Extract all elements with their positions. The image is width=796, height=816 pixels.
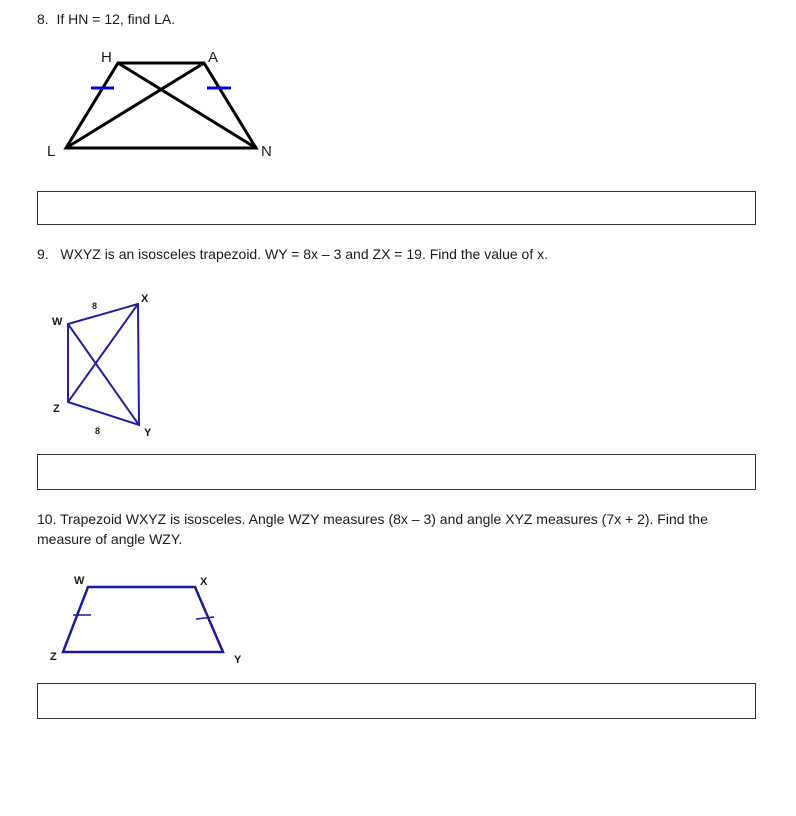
vertex-label-Z-q9: Z (53, 403, 60, 415)
vertex-label-Z-q10: Z (50, 651, 57, 663)
trapezoid-WXYZ-q10 (63, 587, 223, 652)
trapezoid-WXYZ-q9 (68, 304, 139, 425)
answer-box-question-10[interactable] (37, 683, 756, 719)
vertex-label-W-q10: W (74, 575, 85, 587)
diagonal-ZX-q9 (68, 304, 138, 402)
question-9-number: 9. (37, 246, 49, 262)
side-mark-bottom-q9: 8 (95, 426, 101, 436)
side-mark-top-q9: 8 (92, 301, 98, 311)
trapezoid-outline (66, 63, 256, 148)
vertex-label-L: L (47, 143, 56, 160)
question-9 (37, 244, 548, 264)
trapezoid-outline-q10 (63, 587, 223, 652)
answer-box-question-8[interactable] (37, 191, 756, 225)
answer-box-question-9[interactable] (37, 454, 756, 490)
tick-right-q10 (196, 617, 214, 619)
diagonal-LA (66, 63, 204, 148)
vertex-label-H: H (101, 49, 112, 66)
vertex-label-X-q10: X (200, 576, 208, 588)
question-8-text: If HN = 12, find LA. (56, 11, 176, 27)
vertex-label-Y-q9: Y (144, 427, 152, 439)
question-10-number: 10. (37, 511, 57, 527)
diagonal-HN (118, 63, 256, 148)
question-8-number: 8. (37, 11, 49, 27)
trapezoid-HANL (66, 63, 256, 148)
question-10-text: Trapezoid WXYZ is isosceles. Angle WZY measures (8x – 3) and angle XYZ measures (7x + 2). Find the measure of angle WZY. (37, 511, 708, 547)
trapezoid-outline-q9 (68, 304, 139, 425)
question-10 (37, 509, 757, 549)
question-9-text: WXYZ is an isosceles trapezoid. WY = 8x – 3 and ZX = 19. Find the value of x. (60, 246, 549, 262)
congruence-ticks-q10 (73, 615, 214, 619)
vertex-label-N: N (261, 143, 272, 160)
vertex-label-W-q9: W (52, 316, 63, 328)
vertex-label-Y-q10: Y (234, 654, 242, 666)
vertex-label-X-q9: X (141, 293, 149, 305)
vertex-label-A: A (208, 49, 219, 66)
diagonal-WY-q9 (68, 324, 139, 425)
